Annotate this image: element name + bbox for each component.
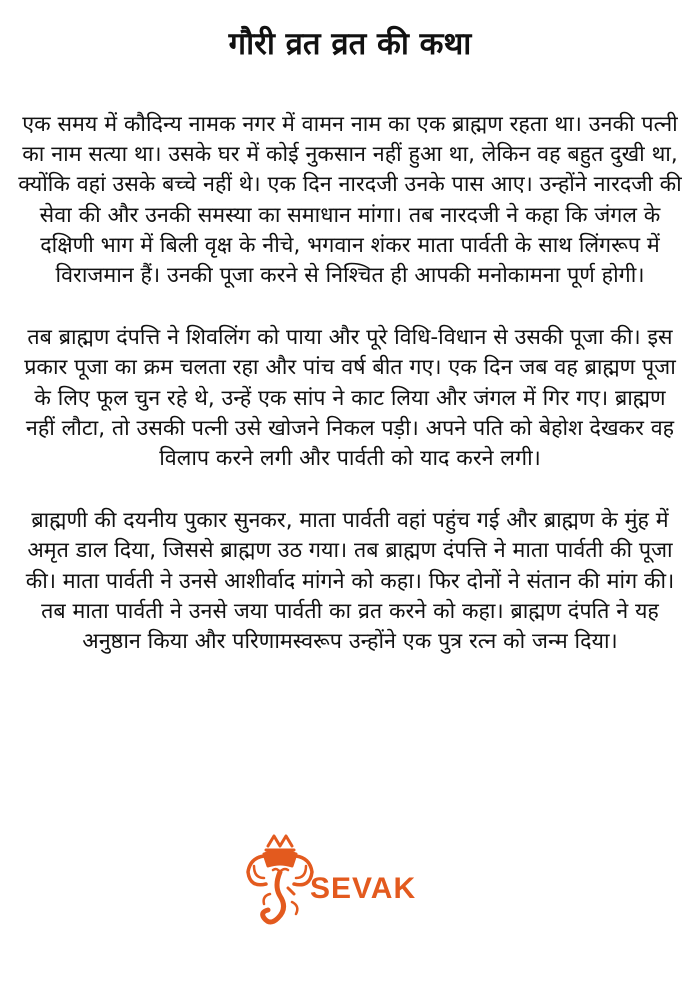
story-paragraph-2: तब ब्राह्मण दंपत्ति ने शिवलिंग को पाया और पूरे विधि-विधान से उसकी पूजा की। इस प्रकार पूजा का क्रम चलता रहा और पांच वर्ष बीत गए। एक दिन जब वह ब्राह्मण पूजा के लिए फूल चुन रहे थे, उन्हें एक सांप ने काट लिया और जंगल में गिर गए। ब्राह्मण नहीं लौटा, तो उसकी पत्नी उसे खोजने निकल पड़ी। अपने पति को बेहोश देखकर वह विलाप करने लगी और पार्वती को याद करने लगी।: [24, 325, 676, 472]
story-paragraph-3: ब्राह्मणी की दयनीय पुकार सुनकर, माता पार्वती वहां पहुंच गई और ब्राह्मण के मुंह में अमृत डाल दिया, जिससे ब्राह्मण उठ गया। तब ब्राह्मण दंपत्ति ने माता पार्वती की पूजा की। माता पार्वती ने उनसे आशीर्वाद मांगने को कहा। फिर दोनों ने संतान की मांग की। तब माता पार्वती ने उनसे जया पार्वती का व्रत करने को कहा। ब्राह्मण दंपति ने यह अनुष्ठान किया और परिणामस्वरूप उन्होंने एक पुत्र रत्न को जन्म दिया।: [25, 508, 675, 655]
page-title: गौरी व्रत व्रत की कथा: [228, 26, 472, 62]
story-paragraph-1: एक समय में कौदिन्य नामक नगर में वामन नाम का एक ब्राह्मण रहता था। उनकी पत्नी का नाम सत्या था। उसके घर में कोई नुकसान नहीं हुआ था, लेकिन वह बहुत दुखी था, क्योंकि वहां उसके बच्चे नहीं थे। एक दिन नारदजी उनके पास आए। उन्होंने नारदजी की सेवा की और उनकी समस्या का समाधान मांगा। तब नारदजी ने कहा कि जंगल के दक्षिणी भाग में बिली वृक्ष के नीचे, भगवान शंकर माता पार्वती के साथ लिंगरूप में विराजमान हैं। उनकी पूजा करने से निश्चित ही आपकी मनोकामना पूर्ण होगी।: [18, 112, 682, 289]
ganesha-logo-icon: [244, 832, 316, 932]
story-body: [18, 110, 682, 689]
logo-text: SEVAK: [310, 872, 417, 905]
sevak-logo: [244, 832, 444, 932]
